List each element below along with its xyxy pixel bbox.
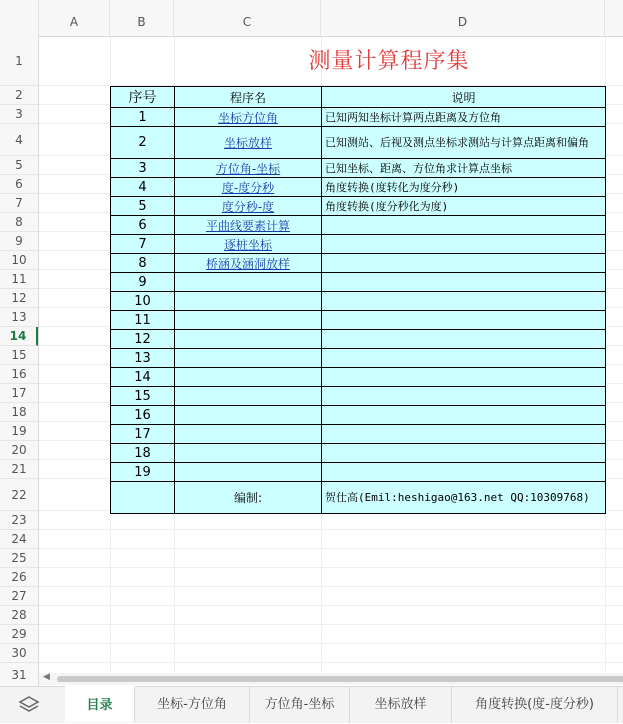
- column-header-d[interactable]: D: [321, 0, 605, 36]
- row-header-21[interactable]: 21: [0, 460, 38, 479]
- row-header-15[interactable]: 15: [0, 346, 38, 365]
- gridline: [39, 662, 623, 663]
- row-header-1[interactable]: 1: [0, 36, 38, 86]
- row-header-11[interactable]: 11: [0, 270, 38, 289]
- program-name-cell[interactable]: [175, 235, 322, 254]
- row-header-22[interactable]: 22: [0, 479, 38, 511]
- description-cell[interactable]: 已知坐标、距离、方位角求计算点坐标: [322, 159, 606, 178]
- description-cell[interactable]: 角度转换(度转化为度分秒): [322, 178, 606, 197]
- description-cell[interactable]: [322, 425, 606, 444]
- row-index[interactable]: 19: [111, 463, 175, 482]
- row-header-17[interactable]: 17: [0, 384, 38, 403]
- horizontal-scrollbar[interactable]: [39, 673, 623, 685]
- table-row: [111, 127, 606, 159]
- table-row: [111, 273, 606, 292]
- compiled-by-label[interactable]: 编制:: [175, 482, 322, 514]
- sheet-tab[interactable]: 角度转换(度-度分秒): [452, 687, 618, 723]
- row-index[interactable]: 15: [111, 387, 175, 406]
- row-header-10[interactable]: 10: [0, 251, 38, 270]
- row-index[interactable]: 12: [111, 330, 175, 349]
- layers-icon[interactable]: [18, 695, 40, 715]
- program-name-cell[interactable]: [175, 444, 322, 463]
- program-name-cell[interactable]: [175, 292, 322, 311]
- table-row: [111, 216, 606, 235]
- gridline: [39, 529, 623, 530]
- description-cell[interactable]: [322, 292, 606, 311]
- description-cell[interactable]: [322, 254, 606, 273]
- row-index[interactable]: 7: [111, 235, 175, 254]
- row-index[interactable]: 10: [111, 292, 175, 311]
- description-cell[interactable]: 已知两知坐标计算两点距离及方位角: [322, 108, 606, 127]
- program-name-cell[interactable]: [175, 254, 322, 273]
- row-header-20[interactable]: 20: [0, 441, 38, 460]
- row-header-7[interactable]: 7: [0, 194, 38, 213]
- row-index[interactable]: 18: [111, 444, 175, 463]
- row-header-3[interactable]: 3: [0, 105, 38, 124]
- row-index[interactable]: 2: [111, 127, 175, 159]
- row-index[interactable]: 5: [111, 197, 175, 216]
- row-index[interactable]: 6: [111, 216, 175, 235]
- table-row: [111, 178, 606, 197]
- program-name-cell[interactable]: [175, 463, 322, 482]
- sheet-tab[interactable]: 方位角-坐标: [250, 687, 350, 723]
- row-header-30[interactable]: 30: [0, 644, 38, 663]
- row-header-28[interactable]: 28: [0, 606, 38, 625]
- sheet-tab[interactable]: 坐标放样: [350, 687, 452, 723]
- row-header-18[interactable]: 18: [0, 403, 38, 422]
- row-index[interactable]: 16: [111, 406, 175, 425]
- table-row: [111, 235, 606, 254]
- description-cell[interactable]: [322, 311, 606, 330]
- row-index[interactable]: 11: [111, 311, 175, 330]
- gridline: [39, 624, 623, 625]
- program-name-cell[interactable]: [175, 425, 322, 444]
- description-cell[interactable]: [322, 273, 606, 292]
- column-header-bar: [0, 0, 623, 37]
- table-row: [111, 108, 606, 127]
- program-link[interactable]: 方位角-坐标: [215, 161, 281, 176]
- row-index[interactable]: 9: [111, 273, 175, 292]
- program-name-cell[interactable]: [175, 273, 322, 292]
- row-header-26[interactable]: 26: [0, 568, 38, 587]
- program-name-cell[interactable]: [175, 387, 322, 406]
- program-name-cell[interactable]: [175, 330, 322, 349]
- row-header-16[interactable]: 16: [0, 365, 38, 384]
- program-link[interactable]: 逐桩坐标: [223, 237, 272, 252]
- select-all-corner[interactable]: [0, 0, 39, 36]
- program-name-cell[interactable]: [175, 216, 322, 235]
- description-cell[interactable]: [322, 235, 606, 254]
- row-header-5[interactable]: 5: [0, 156, 38, 175]
- row-header-23[interactable]: 23: [0, 511, 38, 530]
- row-index[interactable]: 4: [111, 178, 175, 197]
- description-cell[interactable]: [322, 463, 606, 482]
- table-row: [111, 159, 606, 178]
- gridline: [39, 548, 623, 549]
- column-header-a[interactable]: A: [39, 0, 110, 36]
- row-header-14[interactable]: 14: [0, 327, 38, 346]
- table-row: [111, 349, 606, 368]
- program-link[interactable]: 坐标方位角: [217, 110, 278, 125]
- gridline: [39, 643, 623, 644]
- description-cell[interactable]: [322, 349, 606, 368]
- description-cell[interactable]: [322, 330, 606, 349]
- header-program-name[interactable]: 程序名: [175, 87, 322, 108]
- program-name-cell[interactable]: [175, 178, 322, 197]
- row-header-4[interactable]: 4: [0, 124, 38, 156]
- program-index-table: [110, 86, 606, 514]
- program-name-cell[interactable]: [175, 349, 322, 368]
- description-cell[interactable]: 已知测站、后视及测点坐标求测站与计算点距离和偏角: [322, 127, 606, 159]
- program-link[interactable]: 平曲线要素计算: [205, 218, 290, 233]
- program-name-cell[interactable]: [175, 108, 322, 127]
- table-row: [111, 463, 606, 482]
- header-description[interactable]: 说明: [322, 87, 606, 108]
- row-header-24[interactable]: 24: [0, 530, 38, 549]
- row-index[interactable]: 17: [111, 425, 175, 444]
- description-cell[interactable]: [322, 368, 606, 387]
- row-header-29[interactable]: 29: [0, 625, 38, 644]
- row-header-9[interactable]: 9: [0, 232, 38, 251]
- row-header-2[interactable]: 2: [0, 86, 38, 105]
- table-row: [111, 330, 606, 349]
- scroll-thumb[interactable]: [57, 676, 623, 682]
- table-header-row: [111, 87, 606, 108]
- program-link[interactable]: 度分秒-度: [221, 199, 275, 214]
- sheet-tab[interactable]: 目录: [65, 686, 135, 722]
- row-header-6[interactable]: 6: [0, 175, 38, 194]
- program-name-cell[interactable]: [175, 406, 322, 425]
- description-cell[interactable]: [322, 387, 606, 406]
- table-row: [111, 254, 606, 273]
- gridline: [39, 567, 623, 568]
- row-header-25[interactable]: 25: [0, 549, 38, 568]
- row-index[interactable]: 13: [111, 349, 175, 368]
- table-row: [111, 311, 606, 330]
- sheet-title: 测量计算程序集: [308, 49, 470, 74]
- column-header-e[interactable]: [605, 0, 623, 36]
- program-link[interactable]: 坐标放样: [223, 136, 272, 150]
- sheet-tab[interactable]: 坐标-方位角: [135, 687, 250, 723]
- row-header-8[interactable]: 8: [0, 213, 38, 232]
- row-index[interactable]: 8: [111, 254, 175, 273]
- sheet-tab-bar: [0, 686, 623, 723]
- program-name-cell[interactable]: [175, 368, 322, 387]
- table-footer-row: [111, 482, 606, 514]
- gridline: [39, 586, 623, 587]
- description-cell[interactable]: [322, 406, 606, 425]
- header-index[interactable]: 序号: [111, 87, 175, 108]
- scroll-left-icon[interactable]: ◀: [43, 672, 50, 682]
- gridline: [39, 605, 623, 606]
- column-header-b[interactable]: B: [110, 0, 174, 36]
- row-index[interactable]: 14: [111, 368, 175, 387]
- row-index[interactable]: 1: [111, 108, 175, 127]
- row-header-12[interactable]: 12: [0, 289, 38, 308]
- description-cell[interactable]: [322, 216, 606, 235]
- row-header-13[interactable]: 13: [0, 308, 38, 327]
- compiled-by-author[interactable]: 贺仕高(Emil:heshigao@163.net QQ:10309768): [322, 482, 606, 514]
- row-header-27[interactable]: 27: [0, 587, 38, 606]
- program-name-cell[interactable]: [175, 197, 322, 216]
- program-name-cell[interactable]: [175, 127, 322, 159]
- row-header-bar: [0, 36, 39, 688]
- row-header-19[interactable]: 19: [0, 422, 38, 441]
- table-row: [111, 406, 606, 425]
- column-header-c[interactable]: C: [174, 0, 321, 36]
- table-row: [111, 444, 606, 463]
- table-row: [111, 387, 606, 406]
- program-link[interactable]: 桥涵及涵洞放样: [205, 256, 290, 271]
- description-cell[interactable]: [322, 444, 606, 463]
- program-name-cell[interactable]: [175, 311, 322, 330]
- row-index[interactable]: 3: [111, 159, 175, 178]
- table-row: [111, 197, 606, 216]
- table-row: [111, 368, 606, 387]
- program-name-cell[interactable]: [175, 159, 322, 178]
- program-link[interactable]: 度-度分秒: [221, 180, 275, 195]
- table-row: [111, 425, 606, 444]
- row-header-31[interactable]: 31: [0, 663, 38, 688]
- table-row: [111, 292, 606, 311]
- footer-empty-cell[interactable]: [111, 482, 175, 514]
- description-cell[interactable]: 角度转换(度分秒化为度): [322, 197, 606, 216]
